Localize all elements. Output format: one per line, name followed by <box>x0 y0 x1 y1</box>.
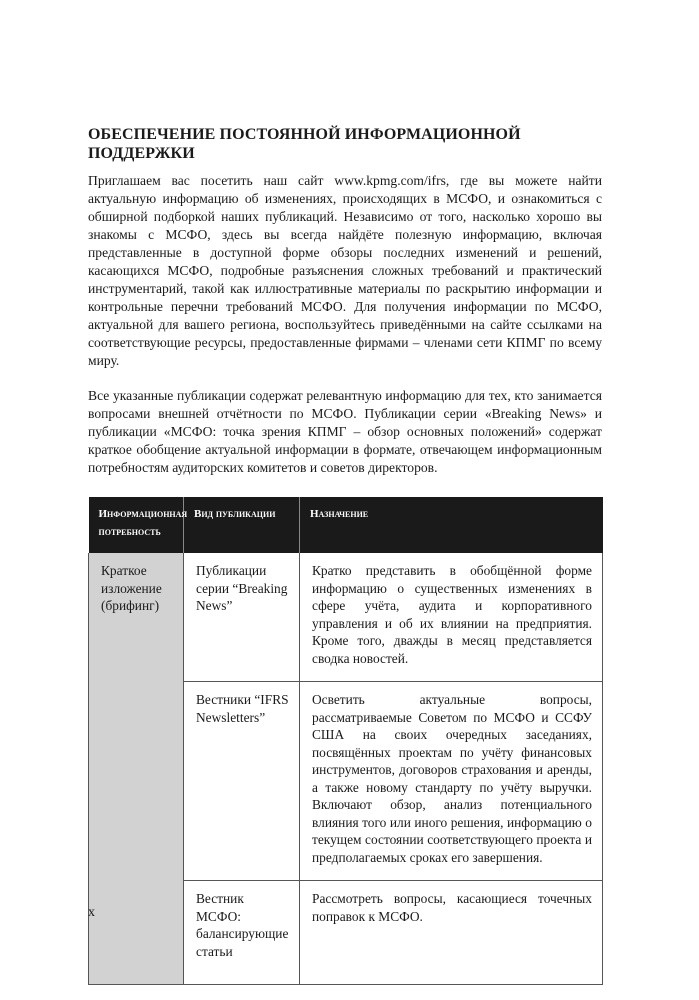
purpose-cell: Кратко представить в обобщённой форме информацию о существенных изменениях в сфере учёта, аудита и корпоративного управления и об их влиянии на предприятия. Кроме того, дважды в месяц представляется сводка новостей. <box>300 553 603 682</box>
header-purpose: Назначение <box>300 497 603 553</box>
page-number: x <box>88 905 95 920</box>
type-cell: Публикации серии “Breaking News” <box>184 553 300 682</box>
purpose-cell: Осветить актуальные вопросы, рассматриваемые Советом по МСФО и ССФУ США на своих очередных заседаниях, посвящённых проектам по учёту финансовых инструментов, договоров страхования и аренды, а также новому стандарту по учёту выручки. Включают обзор, анализ потенциального влияния того или иного решения, информацию о текущем состоянии соответствующего проекта и предполагаемых сроках его завершения. <box>300 682 603 881</box>
need-cell: Краткое изложение (брифинг) <box>89 553 184 985</box>
page-title: ОБЕСПЕЧЕНИЕ ПОСТОЯННОЙ ИНФОРМАЦИОННОЙ ПОДДЕРЖКИ <box>88 126 521 162</box>
page-content <box>88 125 602 985</box>
publications-table <box>88 497 603 985</box>
purpose-cell: Рассмотреть вопросы, касающиеся точечных поправок к МСФО. <box>300 881 603 985</box>
type-cell: Вестник МСФО: балансирующие статьи <box>184 881 300 985</box>
header-need: Информационная потребность <box>89 497 184 553</box>
intro-paragraph: Приглашаем вас посетить наш сайт www.kpmg.com/ifrs, где вы можете найти актуальную информацию об изменениях, происходящих в МСФО, и ознакомиться с обширной подборкой наших публикаций. Независимо от того, насколько хорошо вы знакомы с МСФО, здесь вы всегда найдёте полезную информацию, включая представленные в доступной форме обзоры последних изменений и решений, касающихся МСФО, подробные разъяснения сложных требований и практический инструментарий, такой как иллюстративные материалы по раскрытию информации и контрольные перечни требований МСФО. Для получения информации по МСФО, актуальной для вашего региона, воспользуйтесь приведёнными на сайте ссылками на соответствующие ресурсы, предоставленные фирмами – членами сети КПМГ по всему миру. <box>88 173 602 368</box>
table-header-row <box>89 497 603 553</box>
table-row <box>89 553 603 682</box>
publications-paragraph: Все указанные публикации содержат релевантную информацию для тех, кто занимается вопросами внешней отчётности по МСФО. Публикации серии «Breaking News» и публикации «МСФО: точка зрения КПМГ – обзор основных положений» содержат краткое обобщение актуальной информации в формате, отвечающем информационным потребностям аудиторских комитетов и советов директоров. <box>88 388 602 475</box>
header-type: Вид публикации <box>184 497 300 553</box>
type-cell: Вестники “IFRS Newsletters” <box>184 682 300 881</box>
